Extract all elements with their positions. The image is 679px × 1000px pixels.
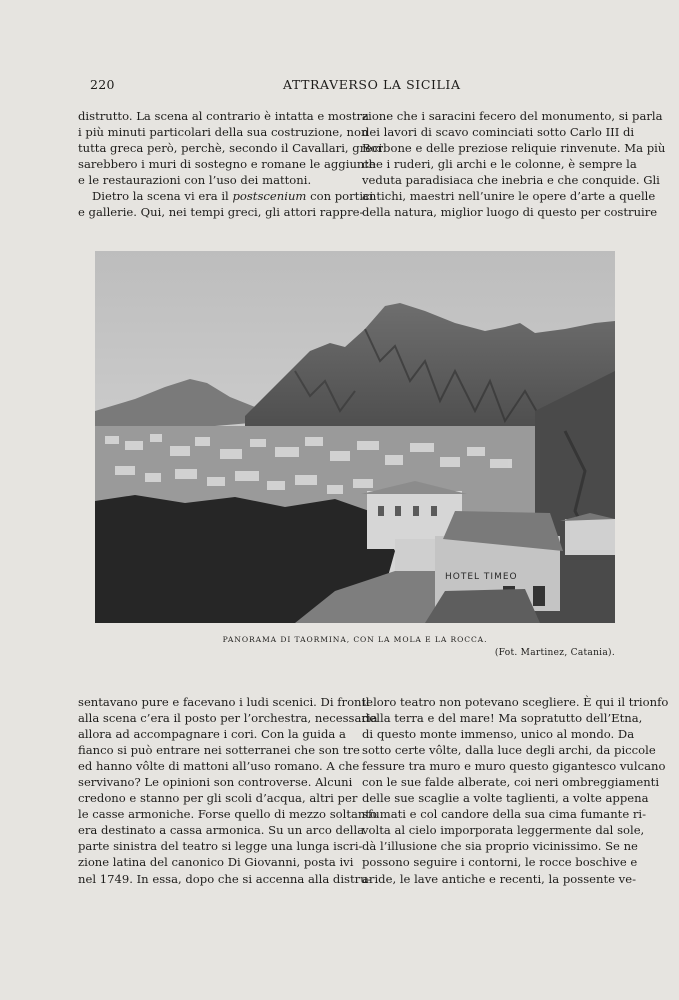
text-line: parte sinistra del teatro si legge una lunga iscri- [78, 839, 363, 854]
italic-term: postscenium [232, 189, 307, 204]
text-line: era destinato a cassa armonica. Su un arco della [78, 823, 365, 838]
photo-caption: PANORAMA DI TAORMINA, CON LA MOLA E LA ROCCA. [222, 635, 488, 644]
text-line: e gallerie. Qui, nei tempi greci, gli attori rappre- [78, 205, 364, 220]
text-line [78, 188, 374, 204]
top-left-column [78, 108, 383, 220]
text-line: tutta greca però, perchè, secondo il Cavallari, greci [78, 141, 383, 156]
text-line: dei lavori di scavo cominciati sotto Carlo III di [362, 125, 635, 140]
text-line: sotto certe vôlte, dalla luce degli archi, da piccole [362, 743, 656, 758]
photo-credit: (Fot. Martinez, Catania). [494, 648, 615, 658]
text-line: zione latina del canonico Di Giovanni, posta ivi [78, 855, 354, 870]
text-line: fessure tra muro e muro questo gigantesco vulcano [362, 759, 666, 774]
text-line: con le sue falde alberate, coi neri ombreggiamenti [362, 775, 660, 790]
text-line: alla scena c’era il posto per l’orchestra, necessaria [78, 711, 378, 726]
text-line: veduta paradisiaca che inebria e che conquide. Gli [362, 173, 660, 188]
text-line: sfumati e col candore della sua cima fumante ri- [362, 807, 647, 822]
text-line: antichi, maestri nell’unire le opere d’arte a quelle [362, 189, 656, 204]
text-line: sentavano pure e facevano i ludi scenici. Di fronte [78, 695, 374, 709]
page-number: 220 [90, 77, 115, 92]
text-line: servivano? Le opinioni son controverse. Alcuni [78, 775, 353, 790]
text-line: credono e stanno per gli scoli d’acqua, altri per [78, 791, 358, 806]
text-line: il loro teatro non potevano scegliere. È qui il trionfo [362, 695, 669, 709]
text-run: Dietro la scena vi era il [92, 189, 229, 204]
text-line: delle sue scaglie a volte taglienti, a volte appena [362, 791, 649, 806]
text-line: volta al cielo imporporata leggermente dal sole, [362, 823, 645, 838]
running-title: ATTRAVERSO LA SICILIA [283, 77, 461, 92]
text-line: zione che i saracini fecero del monumento, si parla [362, 109, 663, 123]
bottom-left-column [78, 694, 378, 887]
text-line: possono seguire i contorni, le rocce boschive e [362, 855, 638, 870]
text-line: nel 1749. In essa, dopo che si accenna alla distru- [78, 871, 372, 886]
text-line: aride, le lave antiche e recenti, la possente ve- [362, 871, 637, 886]
text-line: Borbone e delle preziose reliquie rinvenute. Ma più [362, 141, 666, 156]
text-run: con portici [310, 189, 374, 204]
hotel-sign: HOTEL TIMEO [445, 572, 518, 582]
text-line: della terra e del mare! Ma sopratutto dell’Etna, [362, 711, 643, 726]
text-line: dà l’illusione che sia proprio vicinissimo. Se ne [362, 839, 638, 854]
text-line: ed hanno vôlte di mattoni all’uso romano. A che [78, 759, 360, 774]
panorama-photograph [95, 251, 615, 623]
text-line: di questo monte immenso, unico al mondo. Da [362, 727, 635, 742]
text-line: della natura, miglior luogo di questo per costruire [362, 205, 658, 220]
text-line: i più minuti particolari della sua costruzione, non [78, 125, 369, 140]
text-line: distrutto. La scena al contrario è intatta e mostra [78, 109, 369, 123]
text-line: sarebbero i muri di sostegno e romane le aggiunte [78, 157, 376, 172]
text-line: le casse armoniche. Forse quello di mezzo soltanto [78, 807, 378, 822]
text-line: fianco si può entrare nei sotterranei che son tre [78, 743, 360, 758]
text-line: allora ad accompagnare i cori. Con la guida a [78, 727, 346, 742]
bottom-right-column [362, 694, 669, 887]
text-line: e le restaurazioni con l’uso dei mattoni. [78, 173, 312, 188]
photo-illustration [95, 251, 615, 623]
text-line: che i ruderi, gli archi e le colonne, è sempre la [362, 157, 637, 172]
top-right-column [362, 108, 666, 220]
